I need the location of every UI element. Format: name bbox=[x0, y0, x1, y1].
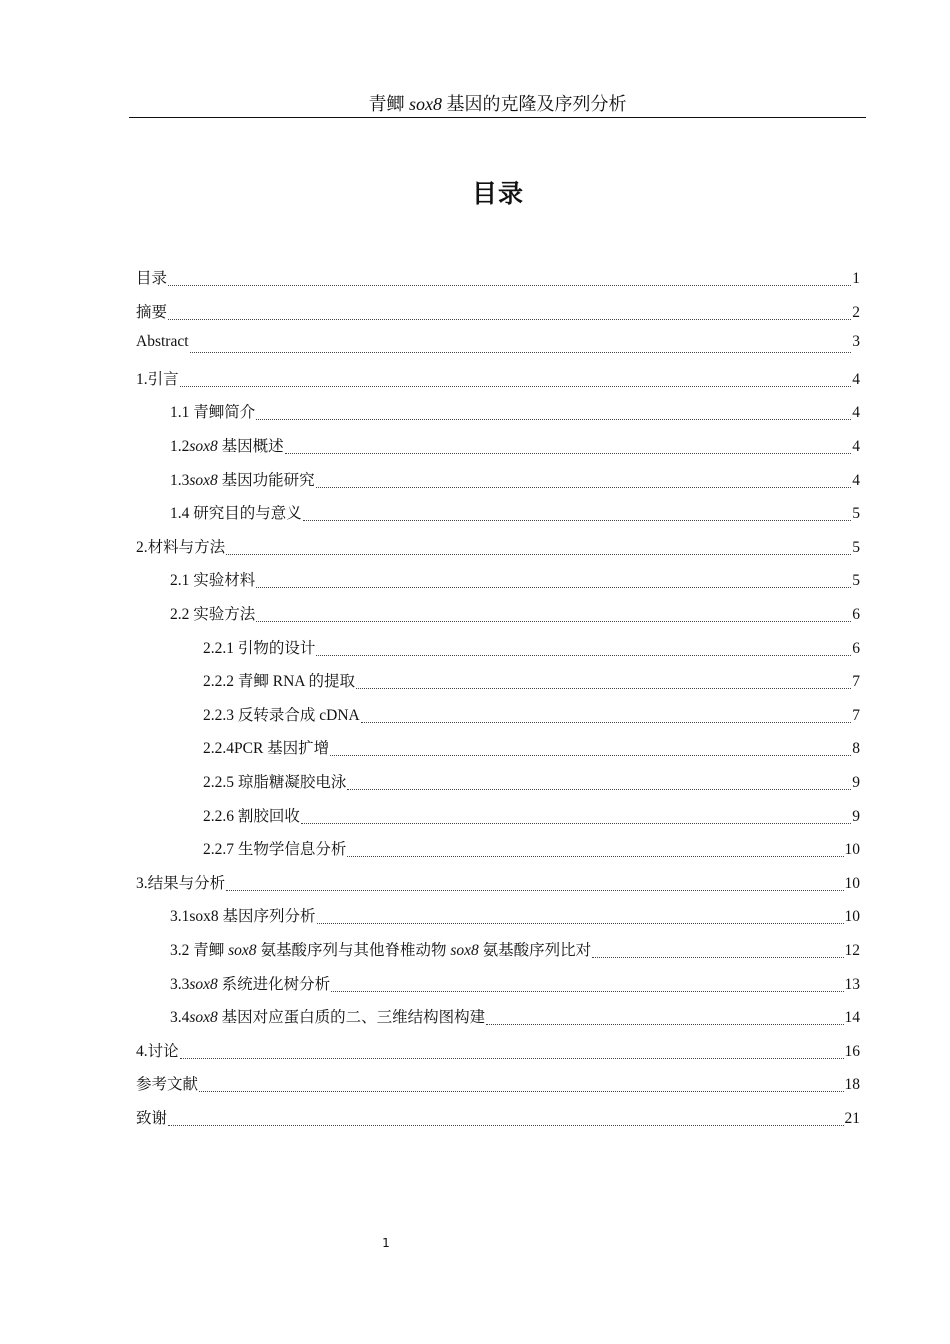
toc-dot-leader bbox=[317, 922, 844, 924]
toc-entry[interactable] bbox=[203, 837, 860, 863]
toc-entry-page: 9 bbox=[852, 807, 860, 825]
toc-entry[interactable] bbox=[136, 535, 860, 561]
toc-entry[interactable] bbox=[170, 468, 860, 494]
toc-entry[interactable] bbox=[136, 333, 860, 359]
toc-dot-leader bbox=[316, 654, 851, 656]
toc-entry-page: 3 bbox=[852, 333, 860, 351]
toc-entry-page: 18 bbox=[844, 1076, 860, 1094]
toc-entry-label-part: 1.引言 bbox=[136, 370, 179, 388]
toc-entry-label bbox=[203, 736, 329, 758]
toc-entry-page: 4 bbox=[852, 404, 860, 422]
toc-entry[interactable] bbox=[170, 904, 860, 930]
toc-entry[interactable] bbox=[136, 871, 860, 897]
toc-entry-page: 5 bbox=[852, 505, 860, 523]
toc-entry-label-part: 2.1 实验材料 bbox=[170, 572, 256, 590]
page-header bbox=[129, 90, 866, 118]
toc-entry[interactable] bbox=[203, 636, 860, 662]
toc-entry-page: 1 bbox=[852, 270, 860, 287]
toc-entry-page: 10 bbox=[844, 841, 860, 859]
toc-entry-label bbox=[170, 501, 302, 523]
toc-dot-leader bbox=[256, 620, 851, 622]
toc-entry-label-part: 2.2.7 生物学信息分析 bbox=[203, 841, 347, 859]
toc-dot-leader bbox=[301, 822, 851, 824]
toc-entry-label-part: 1.3 bbox=[170, 471, 190, 489]
toc-entry-label-part: 3.结果与分析 bbox=[136, 874, 226, 892]
toc-entry-label bbox=[136, 1106, 167, 1128]
toc-dot-leader bbox=[592, 956, 843, 958]
toc-entry-page: 5 bbox=[852, 572, 860, 590]
header-suffix: 基因的克隆及序列分析 bbox=[442, 94, 627, 114]
toc-entry-page: 14 bbox=[844, 1009, 860, 1027]
toc-entry-label bbox=[136, 300, 167, 322]
toc-entry-label bbox=[203, 669, 355, 691]
toc-entry-label-part: 3.1sox8 基因序列分析 bbox=[170, 908, 316, 926]
toc-entry-label-part: 2.2.2 青鲫 RNA 的提取 bbox=[203, 673, 355, 691]
toc-dot-leader bbox=[226, 889, 843, 891]
toc-entry-label-part: 摘要 bbox=[136, 303, 168, 321]
toc-entry[interactable] bbox=[136, 266, 860, 292]
toc-entry-label bbox=[136, 1039, 179, 1061]
toc-entry-label bbox=[136, 535, 225, 557]
toc-entry-label-part: 2.2.6 割胶回收 bbox=[203, 807, 300, 825]
toc-entry-label bbox=[136, 1072, 198, 1094]
page-number: 1 bbox=[382, 1236, 390, 1250]
toc-entry-label bbox=[136, 333, 189, 351]
toc-entry-label-part: 2.2.5 琼脂糖凝胶电泳 bbox=[203, 774, 347, 791]
toc-dot-leader bbox=[330, 754, 851, 756]
toc-entry-page: 7 bbox=[852, 706, 860, 724]
toc-entry[interactable] bbox=[203, 669, 860, 695]
toc-dot-leader bbox=[168, 318, 851, 320]
toc-entry-label bbox=[170, 972, 330, 994]
toc-entry-page: 16 bbox=[844, 1042, 860, 1060]
toc-entry-label-part: 2.2 实验方法 bbox=[170, 606, 256, 623]
toc-dot-leader bbox=[168, 1124, 843, 1126]
toc-dot-leader bbox=[190, 351, 852, 353]
header-gene: sox8 bbox=[409, 94, 442, 114]
toc-entry[interactable] bbox=[170, 602, 860, 628]
toc-dot-leader bbox=[361, 721, 852, 723]
toc-entry-label bbox=[170, 938, 591, 960]
toc-entry[interactable] bbox=[170, 501, 860, 527]
toc-entry-label-part: 1.4 研究目的与意义 bbox=[170, 505, 302, 523]
toc-entry[interactable] bbox=[136, 1039, 860, 1065]
toc-entry-page: 5 bbox=[852, 538, 860, 556]
toc-entry[interactable] bbox=[203, 804, 860, 830]
toc-entry[interactable] bbox=[170, 938, 860, 964]
toc-dot-leader bbox=[168, 284, 851, 286]
toc-entry-label bbox=[170, 568, 255, 590]
toc-entry-page: 13 bbox=[844, 975, 860, 993]
toc-entry-label-part: 基因对应蛋白质的二、三维结构图构建 bbox=[217, 1009, 486, 1027]
toc-entry-label bbox=[170, 602, 255, 624]
toc-dot-leader bbox=[256, 418, 851, 420]
toc-entry[interactable] bbox=[203, 770, 860, 796]
toc-entry-page: 4 bbox=[852, 438, 860, 455]
toc-entry-label-part: 系统进化树分析 bbox=[217, 975, 331, 993]
toc-entry[interactable] bbox=[170, 1005, 860, 1031]
toc-entry-label-part: 目录 bbox=[136, 270, 168, 287]
toc-entry[interactable] bbox=[170, 972, 860, 998]
toc-entry-label bbox=[203, 770, 346, 792]
toc-entry-page: 10 bbox=[844, 908, 860, 926]
toc-entry-page: 2 bbox=[852, 303, 860, 321]
toc-entry[interactable] bbox=[170, 434, 860, 460]
toc-entry[interactable] bbox=[203, 703, 860, 729]
toc-dot-leader bbox=[256, 586, 851, 588]
toc-dot-leader bbox=[356, 687, 851, 689]
toc-entry-label bbox=[203, 837, 346, 859]
toc-entry-page: 10 bbox=[844, 874, 860, 892]
toc-entry[interactable] bbox=[170, 568, 860, 594]
toc-dot-leader bbox=[316, 486, 852, 488]
toc-entry-label-part: 3.2 青鲫 bbox=[170, 942, 229, 959]
toc-dot-leader bbox=[331, 990, 843, 992]
toc-entry-label-part: 2.2.4PCR 基因扩增 bbox=[203, 740, 330, 758]
toc-entry-label bbox=[170, 904, 316, 926]
toc-entry-label bbox=[136, 266, 167, 288]
toc-entry-label-part: 致谢 bbox=[136, 1110, 168, 1127]
toc-dot-leader bbox=[347, 788, 851, 790]
toc-entry-label-part: sox8 bbox=[450, 942, 479, 959]
toc-entry-label bbox=[136, 871, 225, 893]
toc-entry[interactable] bbox=[136, 367, 860, 393]
toc-entry-label-part: sox8 bbox=[189, 1009, 218, 1027]
toc-entry[interactable] bbox=[136, 1072, 860, 1098]
toc-entry-label-part: Abstract bbox=[136, 333, 189, 351]
toc-entry-label-part: 2.2.1 引物的设计 bbox=[203, 639, 316, 657]
toc-dot-leader bbox=[180, 385, 852, 387]
toc-entry-page: 6 bbox=[852, 639, 860, 657]
toc-entry[interactable] bbox=[170, 400, 860, 426]
toc-entry-label bbox=[203, 703, 360, 725]
toc-entry-label-part: sox8 bbox=[228, 942, 257, 959]
toc-dot-leader bbox=[226, 553, 851, 555]
toc-entry-label bbox=[170, 434, 284, 456]
toc-dot-leader bbox=[199, 1090, 843, 1092]
toc-entry-page: 6 bbox=[852, 606, 860, 623]
toc-entry-page: 4 bbox=[852, 471, 860, 489]
toc-entry-page: 4 bbox=[852, 370, 860, 388]
toc-dot-leader bbox=[180, 1057, 844, 1059]
toc-entry-label-part: sox8 bbox=[189, 438, 218, 455]
toc-entry-page: 12 bbox=[844, 942, 860, 959]
toc-dot-leader bbox=[347, 855, 843, 857]
toc-entry-label-part: 基因概述 bbox=[217, 438, 284, 455]
toc-entry-label-part: 2.2.3 反转录合成 cDNA bbox=[203, 706, 360, 724]
toc-entry[interactable] bbox=[136, 1106, 860, 1132]
toc-dot-leader bbox=[285, 452, 852, 454]
toc-entry-label-part: 基因功能研究 bbox=[217, 471, 315, 489]
toc-entry-page: 7 bbox=[852, 673, 860, 691]
toc-entry-label-part: 3.4 bbox=[170, 1009, 190, 1027]
toc-entry-label-part: 氨基酸序列比对 bbox=[478, 942, 592, 959]
toc-entry-label bbox=[203, 804, 300, 826]
toc-entry-label-part: 2.材料与方法 bbox=[136, 538, 226, 556]
toc-entry-label-part: 1.1 青鲫简介 bbox=[170, 404, 256, 422]
toc-entry-label-part: 参考文献 bbox=[136, 1076, 199, 1094]
toc-entry-label-part: 4.讨论 bbox=[136, 1042, 179, 1060]
toc-entry-label-part: sox8 bbox=[189, 471, 218, 489]
toc-entry-label bbox=[170, 1005, 485, 1027]
toc-title: 目录 bbox=[471, 179, 524, 208]
toc-entry-label bbox=[203, 636, 315, 658]
toc-entry-page: 8 bbox=[852, 740, 860, 758]
toc-entry-label bbox=[136, 367, 179, 389]
header-prefix: 青鲫 bbox=[368, 94, 409, 114]
toc-entry-label-part: 3.3 bbox=[170, 975, 190, 993]
toc-dot-leader bbox=[303, 519, 851, 521]
toc-entry-label bbox=[170, 400, 255, 422]
toc-entry[interactable] bbox=[203, 736, 860, 762]
toc-entry-page: 9 bbox=[852, 774, 860, 791]
toc-entry-label-part: 氨基酸序列与其他脊椎动物 bbox=[256, 942, 451, 959]
toc-dot-leader bbox=[486, 1023, 843, 1025]
toc-entry[interactable] bbox=[136, 300, 860, 326]
toc-entry-label bbox=[170, 468, 315, 490]
toc-entry-page: 21 bbox=[844, 1110, 860, 1127]
toc-entry-label-part: sox8 bbox=[189, 975, 218, 993]
toc-entry-label-part: 1.2 bbox=[170, 438, 190, 455]
